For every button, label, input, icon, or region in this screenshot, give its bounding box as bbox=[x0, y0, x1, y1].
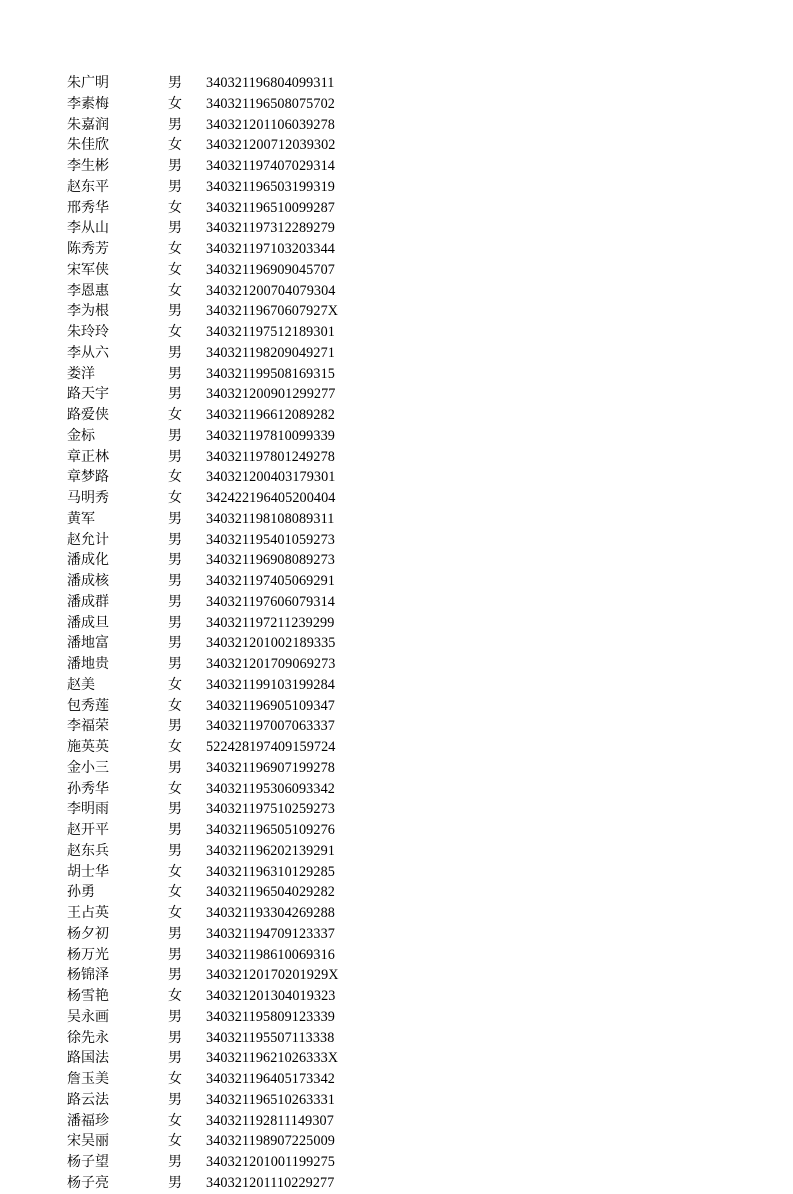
table-row bbox=[0, 1173, 793, 1194]
id-number-cell: 340321198610069316 bbox=[206, 946, 335, 963]
name-cell: 娄洋 bbox=[67, 365, 95, 382]
table-row bbox=[0, 405, 793, 426]
table-row bbox=[0, 737, 793, 758]
table-row bbox=[0, 260, 793, 281]
gender-cell: 男 bbox=[168, 593, 182, 610]
gender-cell: 女 bbox=[168, 739, 182, 755]
table-row bbox=[0, 882, 793, 903]
id-number-cell: 340321195809123339 bbox=[206, 1008, 335, 1025]
gender-cell: 男 bbox=[168, 344, 182, 361]
gender-cell: 女 bbox=[168, 676, 182, 693]
name-cell: 徐先永 bbox=[67, 1029, 109, 1046]
table-row bbox=[0, 156, 793, 177]
gender-cell: 男 bbox=[168, 614, 182, 631]
gender-cell: 男 bbox=[168, 116, 182, 133]
gender-cell: 男 bbox=[168, 365, 182, 382]
gender-cell: 男 bbox=[168, 718, 182, 735]
id-number-cell: 342422196405200404 bbox=[206, 490, 336, 506]
name-cell: 李恩惠 bbox=[67, 282, 109, 299]
name-cell: 李福荣 bbox=[67, 718, 109, 735]
roster-table bbox=[0, 73, 793, 1194]
name-cell: 詹玉美 bbox=[67, 1071, 109, 1087]
gender-cell: 男 bbox=[168, 75, 182, 91]
table-row bbox=[0, 675, 793, 696]
table-row bbox=[0, 343, 793, 364]
name-cell: 潘地贵 bbox=[67, 656, 109, 672]
name-cell: 朱玲玲 bbox=[67, 324, 109, 340]
gender-cell: 男 bbox=[168, 822, 182, 838]
gender-cell: 男 bbox=[168, 1029, 182, 1046]
name-cell: 李为根 bbox=[67, 303, 109, 320]
gender-cell: 男 bbox=[168, 925, 182, 942]
table-row bbox=[0, 115, 793, 136]
name-cell: 马明秀 bbox=[67, 490, 109, 506]
gender-cell: 女 bbox=[168, 988, 182, 1004]
id-number-cell: 340321197512189301 bbox=[206, 324, 335, 340]
name-cell: 施英英 bbox=[67, 739, 109, 755]
table-row bbox=[0, 135, 793, 156]
table-row bbox=[0, 1152, 793, 1173]
gender-cell: 女 bbox=[168, 1133, 182, 1150]
gender-cell: 男 bbox=[168, 427, 182, 444]
name-cell: 胡士华 bbox=[67, 863, 109, 880]
name-cell: 赵开平 bbox=[67, 822, 109, 838]
id-number-cell: 340321195306093342 bbox=[206, 780, 335, 797]
id-number-cell: 340321197405069291 bbox=[206, 573, 335, 589]
gender-cell: 男 bbox=[168, 1174, 182, 1191]
id-number-cell: 340321201110229277 bbox=[206, 1174, 335, 1191]
name-cell: 赵东兵 bbox=[67, 842, 109, 859]
id-number-cell: 340321195401059273 bbox=[206, 531, 335, 548]
table-row bbox=[0, 447, 793, 468]
gender-cell: 女 bbox=[168, 261, 182, 278]
table-row bbox=[0, 779, 793, 800]
id-number-cell: 340321196612089282 bbox=[206, 407, 335, 423]
name-cell: 杨子亮 bbox=[67, 1174, 109, 1191]
id-number-cell: 340321199103199284 bbox=[206, 676, 335, 693]
name-cell: 杨夕初 bbox=[67, 925, 109, 942]
id-number-cell: 340321201709069273 bbox=[206, 656, 336, 672]
id-number-cell: 340321200704079304 bbox=[206, 282, 336, 299]
table-row bbox=[0, 1131, 793, 1152]
id-number-cell: 340321201002189335 bbox=[206, 635, 336, 652]
gender-cell: 男 bbox=[168, 946, 182, 963]
id-number-cell: 340321197510259273 bbox=[206, 801, 335, 818]
id-number-cell: 340321196202139291 bbox=[206, 842, 335, 859]
gender-cell: 女 bbox=[168, 697, 182, 714]
table-row bbox=[0, 986, 793, 1007]
id-number-cell: 340321200901299277 bbox=[206, 386, 336, 403]
gender-cell: 男 bbox=[168, 386, 182, 403]
name-cell: 孙秀华 bbox=[67, 780, 109, 797]
gender-cell: 男 bbox=[168, 220, 182, 237]
name-cell: 章梦路 bbox=[67, 469, 109, 486]
table-row bbox=[0, 198, 793, 219]
id-number-cell: 340321199508169315 bbox=[206, 365, 335, 382]
gender-cell: 男 bbox=[168, 656, 182, 672]
table-row bbox=[0, 592, 793, 613]
table-row bbox=[0, 364, 793, 385]
name-cell: 潘成核 bbox=[67, 573, 109, 589]
name-cell: 杨子望 bbox=[67, 1154, 109, 1170]
table-row bbox=[0, 924, 793, 945]
id-number-cell: 340321196505109276 bbox=[206, 822, 335, 838]
id-number-cell: 522428197409159724 bbox=[206, 739, 336, 755]
table-row bbox=[0, 613, 793, 634]
name-cell: 宋吴丽 bbox=[67, 1133, 109, 1150]
name-cell: 王占英 bbox=[67, 905, 109, 921]
table-row bbox=[0, 177, 793, 198]
id-number-cell: 340321192811149307 bbox=[206, 1112, 334, 1129]
id-number-cell: 340321197801249278 bbox=[206, 448, 335, 465]
name-cell: 包秀莲 bbox=[67, 697, 109, 714]
table-row bbox=[0, 820, 793, 841]
gender-cell: 男 bbox=[168, 303, 182, 320]
table-row bbox=[0, 716, 793, 737]
name-cell: 潘成化 bbox=[67, 552, 109, 569]
id-number-cell: 340321196510099287 bbox=[206, 199, 335, 216]
gender-cell: 男 bbox=[168, 842, 182, 859]
gender-cell: 女 bbox=[168, 884, 182, 901]
table-row bbox=[0, 1007, 793, 1028]
gender-cell: 男 bbox=[168, 158, 182, 174]
name-cell: 路云法 bbox=[67, 1091, 109, 1108]
table-row bbox=[0, 1048, 793, 1069]
name-cell: 潘成群 bbox=[67, 593, 109, 610]
table-row bbox=[0, 322, 793, 343]
gender-cell: 女 bbox=[168, 199, 182, 216]
name-cell: 路爱侠 bbox=[67, 407, 109, 423]
table-row bbox=[0, 550, 793, 571]
id-number-cell: 340321196510263331 bbox=[206, 1091, 335, 1108]
gender-cell: 女 bbox=[168, 95, 182, 112]
gender-cell: 女 bbox=[168, 241, 182, 257]
gender-cell: 女 bbox=[168, 282, 182, 299]
table-row bbox=[0, 281, 793, 302]
table-row bbox=[0, 73, 793, 94]
name-cell: 赵美 bbox=[67, 676, 95, 693]
id-number-cell: 340321196905109347 bbox=[206, 697, 335, 714]
gender-cell: 女 bbox=[168, 490, 182, 506]
id-number-cell: 340321196804099311 bbox=[206, 75, 335, 91]
gender-cell: 女 bbox=[168, 324, 182, 340]
name-cell: 章正林 bbox=[67, 448, 109, 465]
gender-cell: 女 bbox=[168, 407, 182, 423]
id-number-cell: 340321197810099339 bbox=[206, 427, 335, 444]
name-cell: 金小三 bbox=[67, 759, 109, 776]
id-number-cell: 340321196310129285 bbox=[206, 863, 335, 880]
id-number-cell: 340321194709123337 bbox=[206, 925, 335, 942]
name-cell: 邢秀华 bbox=[67, 199, 109, 216]
id-number-cell: 340321200403179301 bbox=[206, 469, 336, 486]
id-number-cell: 34032119670607927X bbox=[206, 303, 339, 320]
gender-cell: 男 bbox=[168, 1091, 182, 1108]
gender-cell: 女 bbox=[168, 780, 182, 797]
name-cell: 黄军 bbox=[67, 510, 95, 527]
id-number-cell: 340321197407029314 bbox=[206, 158, 335, 174]
id-number-cell: 340321197211239299 bbox=[206, 614, 335, 631]
name-cell: 李生彬 bbox=[67, 158, 109, 174]
name-cell: 杨雪艳 bbox=[67, 988, 109, 1004]
table-row bbox=[0, 862, 793, 883]
table-row bbox=[0, 1090, 793, 1111]
name-cell: 朱广明 bbox=[67, 75, 109, 91]
gender-cell: 女 bbox=[168, 863, 182, 880]
id-number-cell: 340321201106039278 bbox=[206, 116, 335, 133]
name-cell: 李从六 bbox=[67, 344, 109, 361]
name-cell: 潘福珍 bbox=[67, 1112, 109, 1129]
id-number-cell: 340321196907199278 bbox=[206, 759, 335, 776]
name-cell: 朱佳欣 bbox=[67, 137, 109, 154]
name-cell: 金标 bbox=[67, 427, 95, 444]
gender-cell: 女 bbox=[168, 137, 182, 154]
table-row bbox=[0, 426, 793, 447]
table-row bbox=[0, 758, 793, 779]
table-row bbox=[0, 633, 793, 654]
table-row bbox=[0, 1028, 793, 1049]
table-row bbox=[0, 841, 793, 862]
table-row bbox=[0, 239, 793, 260]
table-row bbox=[0, 903, 793, 924]
name-cell: 孙勇 bbox=[67, 884, 95, 901]
id-number-cell: 340321201304019323 bbox=[206, 988, 336, 1004]
id-number-cell: 340321195507113338 bbox=[206, 1029, 335, 1046]
id-number-cell: 340321197312289279 bbox=[206, 220, 335, 237]
table-row bbox=[0, 488, 793, 509]
id-number-cell: 340321196504029282 bbox=[206, 884, 335, 901]
name-cell: 潘地富 bbox=[67, 635, 109, 652]
gender-cell: 女 bbox=[168, 905, 182, 921]
table-row bbox=[0, 1069, 793, 1090]
id-number-cell: 340321193304269288 bbox=[206, 905, 335, 921]
table-row bbox=[0, 384, 793, 405]
id-number-cell: 340321196405173342 bbox=[206, 1071, 335, 1087]
table-row bbox=[0, 1111, 793, 1132]
table-row bbox=[0, 94, 793, 115]
gender-cell: 女 bbox=[168, 1071, 182, 1087]
gender-cell: 男 bbox=[168, 967, 182, 984]
id-number-cell: 340321198108089311 bbox=[206, 510, 335, 527]
id-number-cell: 34032120170201929X bbox=[206, 967, 339, 984]
name-cell: 赵东平 bbox=[67, 178, 109, 195]
table-row bbox=[0, 467, 793, 488]
table-row bbox=[0, 509, 793, 530]
id-number-cell: 340321198907225009 bbox=[206, 1133, 335, 1150]
gender-cell: 男 bbox=[168, 510, 182, 527]
name-cell: 李从山 bbox=[67, 220, 109, 237]
table-row bbox=[0, 301, 793, 322]
table-row bbox=[0, 654, 793, 675]
id-number-cell: 340321196909045707 bbox=[206, 261, 335, 278]
id-number-cell: 340321197103203344 bbox=[206, 241, 335, 257]
gender-cell: 男 bbox=[168, 178, 182, 195]
gender-cell: 男 bbox=[168, 552, 182, 569]
gender-cell: 女 bbox=[168, 469, 182, 486]
name-cell: 路天宇 bbox=[67, 386, 109, 403]
gender-cell: 男 bbox=[168, 573, 182, 589]
gender-cell: 男 bbox=[168, 1154, 182, 1170]
name-cell: 杨万光 bbox=[67, 946, 109, 963]
id-number-cell: 340321200712039302 bbox=[206, 137, 336, 154]
id-number-cell: 340321201001199275 bbox=[206, 1154, 335, 1170]
gender-cell: 男 bbox=[168, 1050, 182, 1067]
name-cell: 吴永画 bbox=[67, 1008, 109, 1025]
table-row bbox=[0, 218, 793, 239]
id-number-cell: 340321197007063337 bbox=[206, 718, 335, 735]
name-cell: 陈秀芳 bbox=[67, 241, 109, 257]
gender-cell: 男 bbox=[168, 1008, 182, 1025]
id-number-cell: 340321198209049271 bbox=[206, 344, 335, 361]
table-row bbox=[0, 799, 793, 820]
name-cell: 赵允计 bbox=[67, 531, 109, 548]
gender-cell: 男 bbox=[168, 801, 182, 818]
name-cell: 朱嘉润 bbox=[67, 116, 109, 133]
name-cell: 宋军侠 bbox=[67, 261, 109, 278]
name-cell: 路国法 bbox=[67, 1050, 109, 1067]
gender-cell: 男 bbox=[168, 448, 182, 465]
id-number-cell: 340321196908089273 bbox=[206, 552, 335, 569]
id-number-cell: 340321196508075702 bbox=[206, 95, 335, 112]
id-number-cell: 340321196503199319 bbox=[206, 178, 335, 195]
id-number-cell: 34032119621026333X bbox=[206, 1050, 339, 1067]
name-cell: 杨锦泽 bbox=[67, 967, 109, 984]
name-cell: 潘成旦 bbox=[67, 614, 109, 631]
table-row bbox=[0, 945, 793, 966]
table-row bbox=[0, 530, 793, 551]
table-row bbox=[0, 696, 793, 717]
name-cell: 李素梅 bbox=[67, 95, 109, 112]
gender-cell: 男 bbox=[168, 635, 182, 652]
gender-cell: 男 bbox=[168, 759, 182, 776]
name-cell: 李明雨 bbox=[67, 801, 109, 818]
gender-cell: 女 bbox=[168, 1112, 182, 1129]
id-number-cell: 340321197606079314 bbox=[206, 593, 335, 610]
table-row bbox=[0, 571, 793, 592]
gender-cell: 男 bbox=[168, 531, 182, 548]
table-row bbox=[0, 965, 793, 986]
